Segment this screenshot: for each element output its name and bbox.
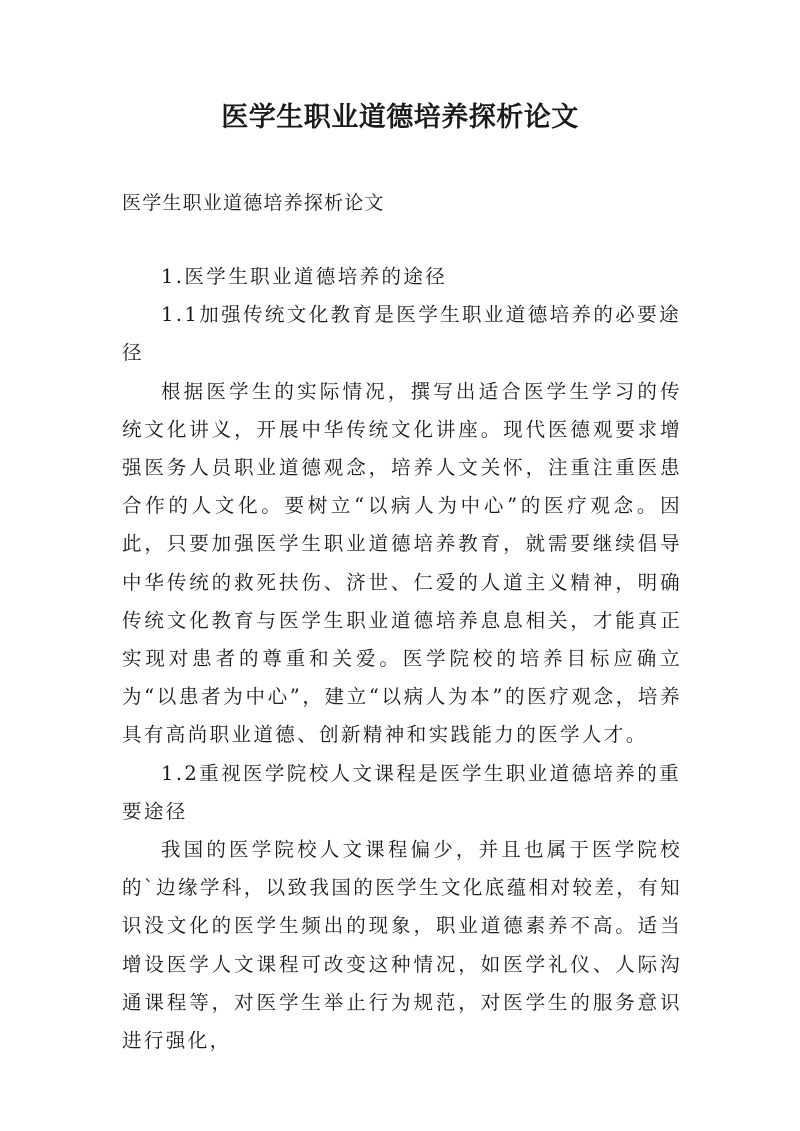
body-paragraph: 我国的医学院校人文课程偏少，并且也属于医学院校的`边缘学科，以致我国的医学生文化底蕴相对较差，有知识没文化的医学生频出的现象，职业道德素养不高。适当增设医学人文课程可改变这种情况，如医学礼仪、人际沟通课程等，对医学生举止行为规范，对医学生的服务意识进行强化， <box>122 838 682 1053</box>
document-body <box>122 258 682 1060</box>
document-subtitle: 医学生职业道德培养探析论文 <box>122 192 385 214</box>
section-heading-1: 1.医学生职业道德培养的途径 <box>161 265 448 288</box>
section-heading-1-2: 1.2重视医学院校人文课程是医学生职业道德培养的重要途径 <box>122 761 682 823</box>
document-title: 医学生职业道德培养探析论文 <box>221 102 579 133</box>
body-paragraph: 根据医学生的实际情况，撰写出适合医学生学习的传统文化讲义，开展中华传统文化讲座。现代医德观要求增强医务人员职业道德观念，培养人文关怀，注重注重医患合作的人文化。要树立“以病人为中心”的医疗观念。因此，只要加强医学生职业道德培养教育，就需要继续倡导中华传统的救死扶伤、济世、仁爱的人道主义精神，明确传统文化教育与医学生职业道德培养息息相关，才能真正实现对患者的尊重和关爱。医学院校的培养目标应确立为“以患者为中心”，建立“以病人为本”的医疗观念，培养具有高尚职业道德、创新精神和实践能力的医学人才。 <box>122 379 682 747</box>
section-heading-1-1: 1.1加强传统文化教育是医学生职业道德培养的必要途径 <box>122 303 682 365</box>
